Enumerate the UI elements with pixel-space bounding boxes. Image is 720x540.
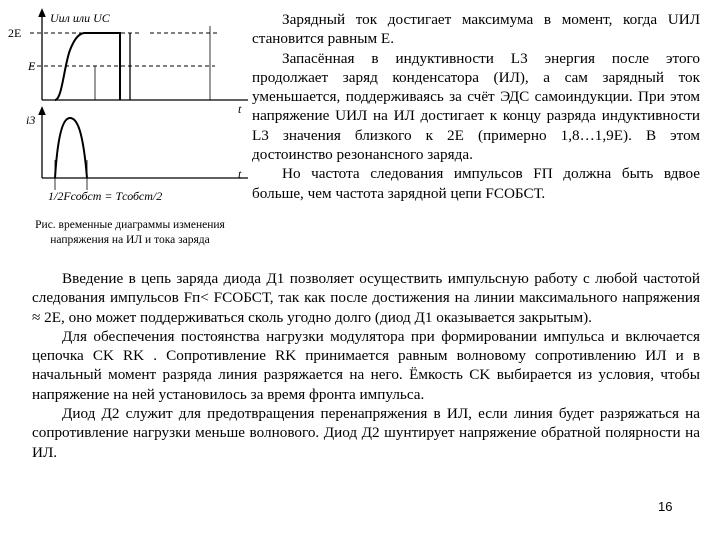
right-paragraph-1: Зарядный ток достигает максимума в момент, когда UИЛ становится равным E. — [252, 11, 700, 48]
bottom-paragraph-2: Для обеспечения постоянства нагрузки модулятора при формировании импульса и включается цепочка CK RK . Сопротивление RK принимается равным волновому сопротивлению ИЛ и в начальный момент разряда линия разряжается на него. Ёмкость CK выбирается из условия, чтобы напряжение на ней установилось за время фронта импульса. — [32, 327, 700, 403]
label-2e: 2E — [8, 26, 22, 40]
voltage-plot — [30, 12, 248, 100]
page-number: 16 — [658, 499, 673, 514]
bottom-text-block — [32, 269, 700, 462]
y-axis-label-voltage: Uил или UC — [50, 11, 110, 25]
label-i3: i3 — [26, 113, 36, 127]
bottom-paragraph-3: Диод Д2 служит для предотвращения перенапряжения в ИЛ, если линия будет разряжаться на сопротивление нагрузки меньше волнового. Диод Д2 шунтирует напряжение обратной полярности на ИЛ. — [32, 405, 700, 461]
time-label-current: t — [238, 167, 242, 181]
period-label: 1/2Fсобст = Tсобст/2 — [48, 189, 163, 203]
timing-diagram-svg — [0, 0, 250, 215]
right-column-text — [252, 10, 700, 203]
label-e: E — [28, 59, 36, 73]
figure-caption: Рис. временные диаграммы изменения напряжения на ИЛ и тока заряда — [35, 219, 225, 246]
right-paragraph-2: Запасённая в индуктивности L3 энергия после этого продолжает заряд конденсатора (ИЛ), а сам зарядный ток уменьшается, поддерживаясь за счёт ЭДС самоиндукции. При этом напряжение UИЛ на ИЛ достигает к концу разряда индуктивности L3 значения близкого к 2E (примерно 1,8…1,9E). В этом достоинство резонансного заряда. — [252, 49, 700, 164]
time-label-voltage: t — [238, 102, 242, 116]
bottom-paragraph-1: Введение в цепь заряда диода Д1 позволяет осуществить импульсную работу с любой частотой следования импульсов Fп< FСОБСТ, так как после достижения на линии максимального напряжения ≈ 2E, оно может поддерживаться сколь угодно долго (диод Д1 оказывается закрытым). — [32, 270, 700, 326]
timing-diagram-figure — [0, 0, 250, 260]
right-paragraph-3: Но частота следования импульсов FП должна быть вдвое больше, чем частота зарядной цепи FСОБСТ. — [252, 165, 700, 202]
current-plot — [42, 110, 248, 190]
current-half-wave — [55, 118, 87, 178]
voltage-charge-curve — [55, 33, 120, 100]
